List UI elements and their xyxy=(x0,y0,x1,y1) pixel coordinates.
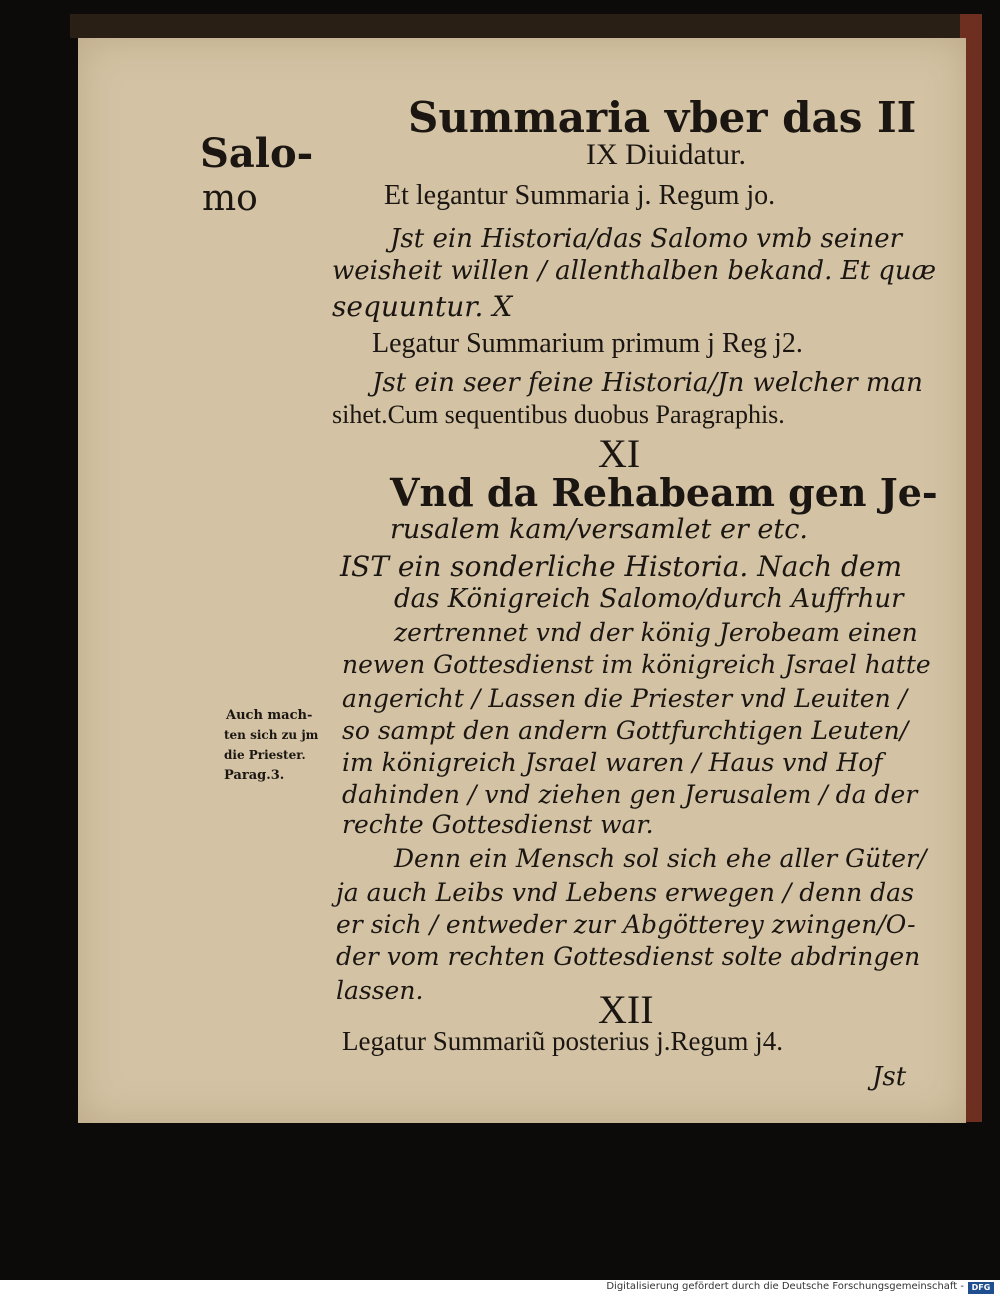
running-header: Summaria vber das II xyxy=(408,93,917,142)
footer-bar xyxy=(0,1280,1000,1297)
text-line-27: Legatur Summariũ posterius j.Regum j4. xyxy=(342,1026,783,1056)
margin-word-2: mo xyxy=(202,178,258,219)
side-note-2: ten sich zu jm xyxy=(224,728,319,742)
text-line-17: so sampt den andern Gottfurchtigen Leuten/ xyxy=(342,716,909,745)
text-line-18: im königreich Jsrael waren / Haus vnd Hof xyxy=(342,748,883,777)
side-note-3: die Priester. xyxy=(224,748,306,762)
text-line-25: lassen. xyxy=(336,976,424,1005)
text-line-24: der vom rechten Gottesdienst solte abdringen xyxy=(336,942,921,971)
text-line-10: Vnd da Rehabeam gen Je- xyxy=(390,470,938,515)
text-line-16: angericht / Lassen die Priester vnd Leuiten / xyxy=(342,684,908,713)
book-page xyxy=(78,38,966,1123)
text-line-8: sihet.Cum sequentibus duobus Paragraphis. xyxy=(332,400,785,429)
text-line-14: zertrennet vnd der könig Jerobeam einen xyxy=(394,618,918,647)
text-line-13: das Königreich Salomo/durch Auffrhur xyxy=(394,584,904,614)
text-line-11: rusalem kam/versamlet er etc. xyxy=(390,514,808,545)
book-cover-top xyxy=(70,14,975,38)
text-line-7: Jst ein seer feine Historia/Jn welcher man xyxy=(372,368,923,398)
side-note-1: Auch mach- xyxy=(226,708,313,723)
text-line-20: rechte Gottesdienst war. xyxy=(342,810,654,839)
margin-word-1: Salo- xyxy=(200,130,314,177)
funding-credit: Digitalisierung gefördert durch die Deutsche Forschungsgemeinschaft - xyxy=(606,1281,964,1292)
text-line-22: ja auch Leibs vnd Lebens erwegen / denn das xyxy=(336,878,914,907)
text-line-6: Legatur Summarium primum j Reg j2. xyxy=(372,328,803,359)
text-line-3: Jst ein Historia/das Salomo vmb seiner xyxy=(390,224,903,254)
text-line-23: er sich / entweder zur Abgötterey zwingen/O- xyxy=(336,910,916,939)
text-line-28: Jst xyxy=(872,1062,907,1092)
text-line-9: XI xyxy=(598,431,641,476)
text-line-19: dahinden / vnd ziehen gen Jerusalem / da der xyxy=(342,780,918,809)
text-line-5: sequuntur. X xyxy=(332,290,513,323)
side-note-4: Parag.3. xyxy=(224,768,285,783)
text-line-2: Et legantur Summaria j. Regum jo. xyxy=(384,180,776,211)
text-line-15: newen Gottesdienst im königreich Jsrael hatte xyxy=(342,650,931,679)
text-line-26: XII xyxy=(598,987,654,1032)
text-line-12: IST ein sonderliche Historia. Nach dem xyxy=(340,550,903,583)
text-line-4: weisheit willen / allenthalben bekand. Et quæ xyxy=(332,256,937,286)
text-line-1: IX Diuidatur. xyxy=(586,138,746,171)
dfg-logo: DFG xyxy=(968,1282,994,1294)
text-line-21: Denn ein Mensch sol sich ehe aller Güter/ xyxy=(394,844,927,873)
